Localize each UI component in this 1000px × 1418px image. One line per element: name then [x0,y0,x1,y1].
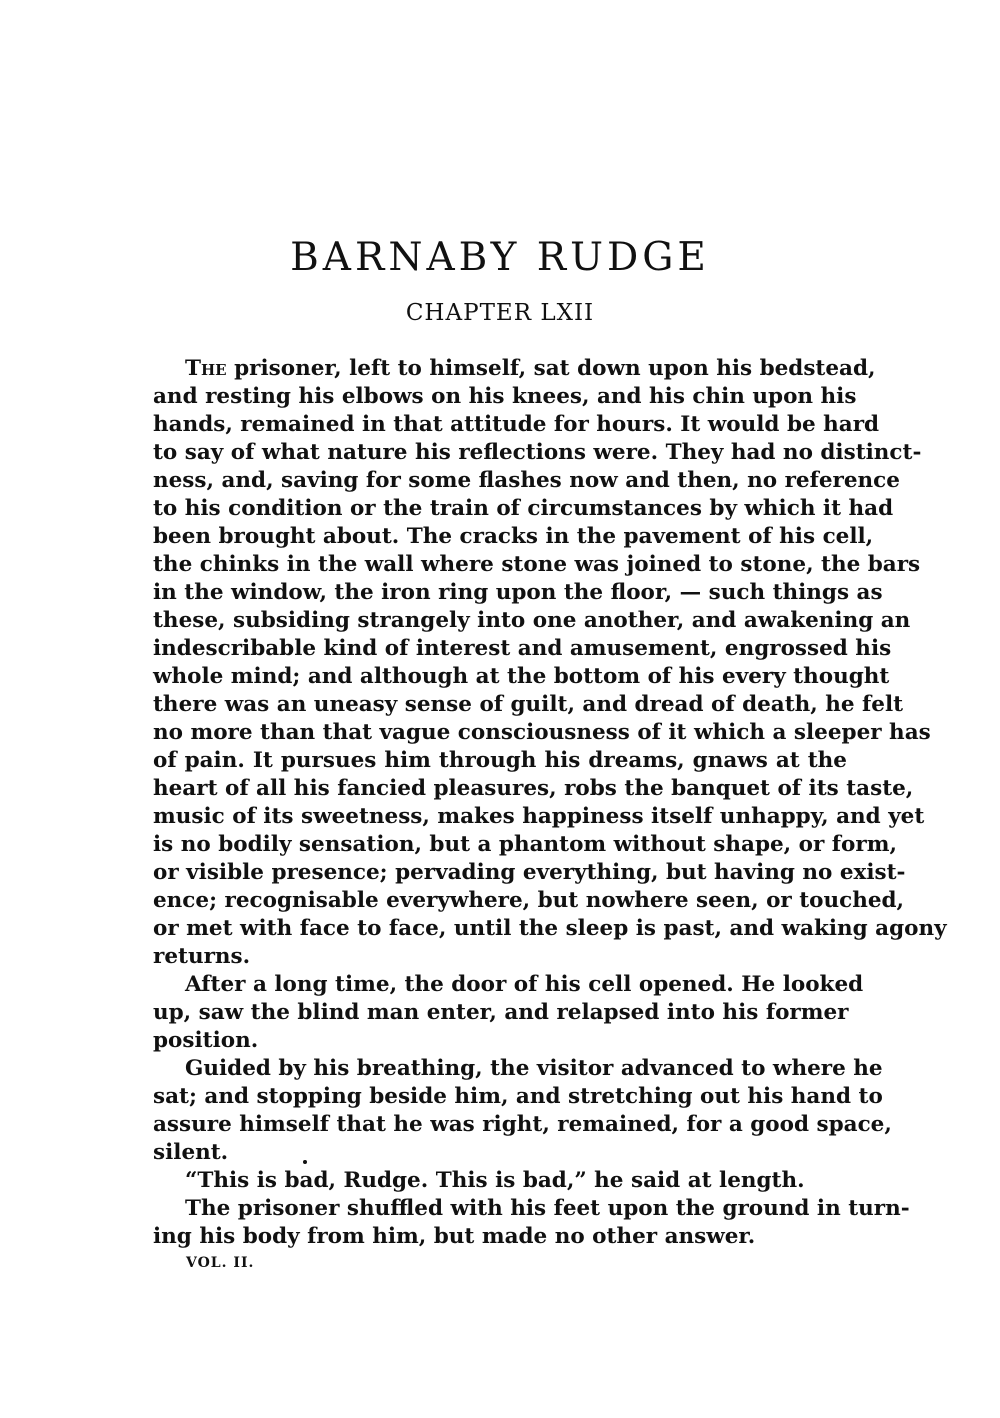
paragraph [153,971,864,1055]
book-title: BARNABY RUDGE [290,235,710,280]
text-line: or met with face to face, until the sleep is past, and waking agony [153,916,947,941]
signature-mark: VOL. II. [186,1255,255,1271]
paragraph [153,1195,910,1251]
line-text: prisoner, left to himself, sat down upon his bedstead, [226,356,876,381]
text-line: is no bodily sensation, but a phantom without shape, or form, [153,832,897,857]
text-line: to his condition or the train of circumstances by which it had [153,496,894,521]
text-line: The prisoner shuffled with his feet upon the ground in turn- [185,1196,910,1221]
text-line: in the window, the iron ring upon the floor, — such things as [153,580,883,605]
text-line: ness, and, saving for some flashes now and then, no reference [153,468,900,493]
text-line: the chinks in the wall where stone was joined to stone, the bars [153,552,921,577]
text-line: to say of what nature his reflections were. They had no distinct- [153,440,922,465]
text-line: “This is bad, Rudge. This is bad,” he said at length. [185,1168,805,1193]
paragraph [153,355,947,971]
text-line: silent. [153,1140,229,1165]
drop-word: The [185,356,227,381]
text-line: these, subsiding strangely into one another, and awakening an [153,608,911,633]
text-line: ing his body from him, but made no other answer. [153,1224,756,1249]
text-line: or visible presence; pervading everything, but having no exist- [153,860,906,885]
text-line: up, saw the blind man enter, and relapsed into his former [153,1000,849,1025]
text-line: heart of all his fancied pleasures, robs the banquet of its taste, [153,776,914,801]
paragraph [153,1055,892,1167]
text-line [153,355,876,383]
text-line: sat; and stopping beside him, and stretching out his hand to [153,1084,883,1109]
text-line: been brought about. The cracks in the pavement of his cell, [153,524,874,549]
text-line: After a long time, the door of his cell opened. He looked [185,972,864,997]
text-line: there was an uneasy sense of guilt, and dread of death, he felt [153,692,904,717]
text-line: no more than that vague consciousness of it which a sleeper has [153,720,931,745]
chapter-title: CHAPTER LXII [405,300,595,326]
text-line: Guided by his breathing, the visitor advanced to where he [185,1056,883,1081]
ink-speck [303,1160,307,1164]
text-line: of pain. It pursues him through his dreams, gnaws at the [153,748,847,773]
text-line: whole mind; and although at the bottom of his every thought [153,664,890,689]
text-line: hands, remained in that attitude for hours. It would be hard [153,412,880,437]
paragraph [153,1167,847,1195]
text-line: music of its sweetness, makes happiness itself unhappy, and yet [153,804,925,829]
text-line: ence; recognisable everywhere, but nowhere seen, or touched, [153,888,905,913]
text-line: indescribable kind of interest and amusement, engrossed his [153,636,892,661]
text-line: and resting his elbows on his knees, and his chin upon his [153,384,857,409]
text-line: assure himself that he was right, remained, for a good space, [153,1112,892,1137]
chapter-text [153,355,947,1251]
text-line: returns. [153,944,251,969]
text-line: position. [153,1028,259,1053]
